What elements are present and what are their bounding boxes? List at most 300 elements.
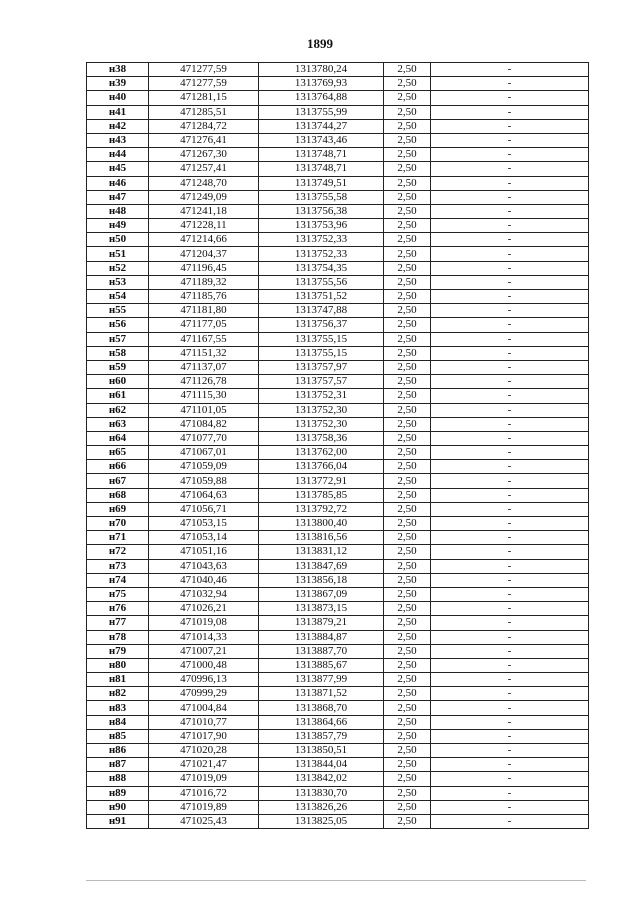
point-id-cell: н45 — [87, 162, 149, 176]
description-cell: - — [431, 531, 589, 545]
table-row — [87, 687, 589, 701]
table-row — [87, 233, 589, 247]
x-coordinate-cell: 471026,21 — [149, 602, 259, 616]
accuracy-cell: 2,50 — [384, 332, 431, 346]
table-row — [87, 460, 589, 474]
point-id-cell: н68 — [87, 488, 149, 502]
accuracy-cell: 2,50 — [384, 658, 431, 672]
accuracy-cell: 2,50 — [384, 77, 431, 91]
accuracy-cell: 2,50 — [384, 502, 431, 516]
table-row — [87, 644, 589, 658]
y-coordinate-cell: 1313800,40 — [259, 517, 384, 531]
point-id-cell: н60 — [87, 375, 149, 389]
description-cell: - — [431, 502, 589, 516]
accuracy-cell: 2,50 — [384, 91, 431, 105]
accuracy-cell: 2,50 — [384, 290, 431, 304]
y-coordinate-cell: 1313752,30 — [259, 417, 384, 431]
table-row — [87, 417, 589, 431]
description-cell: - — [431, 474, 589, 488]
y-coordinate-cell: 1313847,69 — [259, 559, 384, 573]
y-coordinate-cell: 1313857,79 — [259, 729, 384, 743]
x-coordinate-cell: 471267,30 — [149, 148, 259, 162]
description-cell: - — [431, 91, 589, 105]
accuracy-cell: 2,50 — [384, 105, 431, 119]
x-coordinate-cell: 471067,01 — [149, 446, 259, 460]
accuracy-cell: 2,50 — [384, 814, 431, 828]
point-id-cell: н88 — [87, 772, 149, 786]
accuracy-cell: 2,50 — [384, 63, 431, 77]
x-coordinate-cell: 471281,15 — [149, 91, 259, 105]
description-cell: - — [431, 644, 589, 658]
point-id-cell: н72 — [87, 545, 149, 559]
x-coordinate-cell: 471285,51 — [149, 105, 259, 119]
accuracy-cell: 2,50 — [384, 431, 431, 445]
x-coordinate-cell: 471185,76 — [149, 290, 259, 304]
y-coordinate-cell: 1313756,37 — [259, 318, 384, 332]
table-row — [87, 247, 589, 261]
table-row — [87, 474, 589, 488]
table-row — [87, 488, 589, 502]
point-id-cell: н43 — [87, 133, 149, 147]
x-coordinate-cell: 471257,41 — [149, 162, 259, 176]
y-coordinate-cell: 1313850,51 — [259, 744, 384, 758]
point-id-cell: н79 — [87, 644, 149, 658]
table-row — [87, 403, 589, 417]
accuracy-cell: 2,50 — [384, 644, 431, 658]
accuracy-cell: 2,50 — [384, 304, 431, 318]
y-coordinate-cell: 1313764,88 — [259, 91, 384, 105]
point-id-cell: н63 — [87, 417, 149, 431]
description-cell: - — [431, 673, 589, 687]
description-cell: - — [431, 460, 589, 474]
y-coordinate-cell: 1313885,67 — [259, 658, 384, 672]
table-row — [87, 616, 589, 630]
description-cell: - — [431, 318, 589, 332]
point-id-cell: н78 — [87, 630, 149, 644]
accuracy-cell: 2,50 — [384, 346, 431, 360]
point-id-cell: н59 — [87, 360, 149, 374]
accuracy-cell: 2,50 — [384, 389, 431, 403]
table-row — [87, 744, 589, 758]
x-coordinate-cell: 471277,59 — [149, 63, 259, 77]
table-row — [87, 162, 589, 176]
point-id-cell: н82 — [87, 687, 149, 701]
accuracy-cell: 2,50 — [384, 190, 431, 204]
table-row — [87, 701, 589, 715]
point-id-cell: н85 — [87, 729, 149, 743]
point-id-cell: н50 — [87, 233, 149, 247]
x-coordinate-cell: 471019,89 — [149, 800, 259, 814]
description-cell: - — [431, 602, 589, 616]
description-cell: - — [431, 63, 589, 77]
x-coordinate-cell: 471284,72 — [149, 119, 259, 133]
description-cell: - — [431, 559, 589, 573]
page-bottom-rule — [86, 880, 586, 881]
description-cell: - — [431, 275, 589, 289]
y-coordinate-cell: 1313769,93 — [259, 77, 384, 91]
point-id-cell: н71 — [87, 531, 149, 545]
x-coordinate-cell: 471189,32 — [149, 275, 259, 289]
table-row — [87, 559, 589, 573]
table-row — [87, 658, 589, 672]
accuracy-cell: 2,50 — [384, 517, 431, 531]
description-cell: - — [431, 133, 589, 147]
point-id-cell: н49 — [87, 219, 149, 233]
accuracy-cell: 2,50 — [384, 587, 431, 601]
accuracy-cell: 2,50 — [384, 488, 431, 502]
x-coordinate-cell: 471249,09 — [149, 190, 259, 204]
accuracy-cell: 2,50 — [384, 417, 431, 431]
x-coordinate-cell: 471276,41 — [149, 133, 259, 147]
accuracy-cell: 2,50 — [384, 474, 431, 488]
y-coordinate-cell: 1313754,35 — [259, 261, 384, 275]
y-coordinate-cell: 1313780,24 — [259, 63, 384, 77]
y-coordinate-cell: 1313830,70 — [259, 786, 384, 800]
point-id-cell: н40 — [87, 91, 149, 105]
coordinates-table-body — [87, 63, 589, 829]
point-id-cell: н57 — [87, 332, 149, 346]
y-coordinate-cell: 1313743,46 — [259, 133, 384, 147]
accuracy-cell: 2,50 — [384, 531, 431, 545]
table-row — [87, 786, 589, 800]
y-coordinate-cell: 1313757,97 — [259, 360, 384, 374]
accuracy-cell: 2,50 — [384, 460, 431, 474]
table-row — [87, 77, 589, 91]
point-id-cell: н42 — [87, 119, 149, 133]
description-cell: - — [431, 204, 589, 218]
x-coordinate-cell: 471010,77 — [149, 715, 259, 729]
accuracy-cell: 2,50 — [384, 758, 431, 772]
point-id-cell: н39 — [87, 77, 149, 91]
y-coordinate-cell: 1313752,31 — [259, 389, 384, 403]
accuracy-cell: 2,50 — [384, 275, 431, 289]
table-row — [87, 346, 589, 360]
table-row — [87, 375, 589, 389]
x-coordinate-cell: 471115,30 — [149, 389, 259, 403]
point-id-cell: н67 — [87, 474, 149, 488]
y-coordinate-cell: 1313792,72 — [259, 502, 384, 516]
x-coordinate-cell: 471228,11 — [149, 219, 259, 233]
point-id-cell: н53 — [87, 275, 149, 289]
point-id-cell: н84 — [87, 715, 149, 729]
accuracy-cell: 2,50 — [384, 616, 431, 630]
y-coordinate-cell: 1313879,21 — [259, 616, 384, 630]
accuracy-cell: 2,50 — [384, 673, 431, 687]
table-row — [87, 758, 589, 772]
point-id-cell: н55 — [87, 304, 149, 318]
y-coordinate-cell: 1313842,02 — [259, 772, 384, 786]
table-row — [87, 318, 589, 332]
y-coordinate-cell: 1313864,66 — [259, 715, 384, 729]
y-coordinate-cell: 1313747,88 — [259, 304, 384, 318]
x-coordinate-cell: 471032,94 — [149, 587, 259, 601]
y-coordinate-cell: 1313831,12 — [259, 545, 384, 559]
point-id-cell: н41 — [87, 105, 149, 119]
accuracy-cell: 2,50 — [384, 148, 431, 162]
table-row — [87, 360, 589, 374]
point-id-cell: н76 — [87, 602, 149, 616]
x-coordinate-cell: 471277,59 — [149, 77, 259, 91]
y-coordinate-cell: 1313752,33 — [259, 233, 384, 247]
y-coordinate-cell: 1313856,18 — [259, 573, 384, 587]
point-id-cell: н58 — [87, 346, 149, 360]
point-id-cell: н91 — [87, 814, 149, 828]
x-coordinate-cell: 471167,55 — [149, 332, 259, 346]
y-coordinate-cell: 1313867,09 — [259, 587, 384, 601]
table-row — [87, 148, 589, 162]
description-cell: - — [431, 176, 589, 190]
table-row — [87, 275, 589, 289]
table-row — [87, 630, 589, 644]
y-coordinate-cell: 1313871,52 — [259, 687, 384, 701]
point-id-cell: н47 — [87, 190, 149, 204]
y-coordinate-cell: 1313755,99 — [259, 105, 384, 119]
x-coordinate-cell: 471019,08 — [149, 616, 259, 630]
y-coordinate-cell: 1313753,96 — [259, 219, 384, 233]
point-id-cell: н83 — [87, 701, 149, 715]
description-cell: - — [431, 290, 589, 304]
x-coordinate-cell: 471151,32 — [149, 346, 259, 360]
y-coordinate-cell: 1313755,58 — [259, 190, 384, 204]
table-row — [87, 814, 589, 828]
table-row — [87, 304, 589, 318]
accuracy-cell: 2,50 — [384, 630, 431, 644]
description-cell: - — [431, 758, 589, 772]
accuracy-cell: 2,50 — [384, 772, 431, 786]
description-cell: - — [431, 233, 589, 247]
x-coordinate-cell: 470996,13 — [149, 673, 259, 687]
description-cell: - — [431, 148, 589, 162]
point-id-cell: н89 — [87, 786, 149, 800]
point-id-cell: н77 — [87, 616, 149, 630]
accuracy-cell: 2,50 — [384, 219, 431, 233]
description-cell: - — [431, 587, 589, 601]
point-id-cell: н74 — [87, 573, 149, 587]
y-coordinate-cell: 1313868,70 — [259, 701, 384, 715]
x-coordinate-cell: 471017,90 — [149, 729, 259, 743]
x-coordinate-cell: 471043,63 — [149, 559, 259, 573]
y-coordinate-cell: 1313755,56 — [259, 275, 384, 289]
y-coordinate-cell: 1313785,85 — [259, 488, 384, 502]
y-coordinate-cell: 1313756,38 — [259, 204, 384, 218]
description-cell: - — [431, 247, 589, 261]
table-row — [87, 729, 589, 743]
description-cell: - — [431, 701, 589, 715]
point-id-cell: н70 — [87, 517, 149, 531]
description-cell: - — [431, 814, 589, 828]
x-coordinate-cell: 471181,80 — [149, 304, 259, 318]
accuracy-cell: 2,50 — [384, 403, 431, 417]
table-row — [87, 545, 589, 559]
description-cell: - — [431, 715, 589, 729]
coordinates-table — [86, 62, 589, 829]
table-row — [87, 261, 589, 275]
accuracy-cell: 2,50 — [384, 318, 431, 332]
x-coordinate-cell: 471196,45 — [149, 261, 259, 275]
point-id-cell: н75 — [87, 587, 149, 601]
point-id-cell: н61 — [87, 389, 149, 403]
table-row — [87, 517, 589, 531]
description-cell: - — [431, 729, 589, 743]
description-cell: - — [431, 332, 589, 346]
table-row — [87, 389, 589, 403]
x-coordinate-cell: 471007,21 — [149, 644, 259, 658]
y-coordinate-cell: 1313762,00 — [259, 446, 384, 460]
x-coordinate-cell: 471014,33 — [149, 630, 259, 644]
y-coordinate-cell: 1313884,87 — [259, 630, 384, 644]
x-coordinate-cell: 471084,82 — [149, 417, 259, 431]
description-cell: - — [431, 403, 589, 417]
x-coordinate-cell: 471241,18 — [149, 204, 259, 218]
accuracy-cell: 2,50 — [384, 360, 431, 374]
description-cell: - — [431, 360, 589, 374]
x-coordinate-cell: 471016,72 — [149, 786, 259, 800]
accuracy-cell: 2,50 — [384, 545, 431, 559]
point-id-cell: н65 — [87, 446, 149, 460]
description-cell: - — [431, 517, 589, 531]
point-id-cell: н66 — [87, 460, 149, 474]
accuracy-cell: 2,50 — [384, 602, 431, 616]
description-cell: - — [431, 630, 589, 644]
point-id-cell: н69 — [87, 502, 149, 516]
description-cell: - — [431, 77, 589, 91]
point-id-cell: н81 — [87, 673, 149, 687]
x-coordinate-cell: 471126,78 — [149, 375, 259, 389]
table-row — [87, 602, 589, 616]
description-cell: - — [431, 261, 589, 275]
table-row — [87, 431, 589, 445]
point-id-cell: н51 — [87, 247, 149, 261]
point-id-cell: н52 — [87, 261, 149, 275]
y-coordinate-cell: 1313751,52 — [259, 290, 384, 304]
table-row — [87, 446, 589, 460]
y-coordinate-cell: 1313748,71 — [259, 162, 384, 176]
x-coordinate-cell: 471248,70 — [149, 176, 259, 190]
y-coordinate-cell: 1313772,91 — [259, 474, 384, 488]
accuracy-cell: 2,50 — [384, 204, 431, 218]
y-coordinate-cell: 1313844,04 — [259, 758, 384, 772]
table-row — [87, 332, 589, 346]
y-coordinate-cell: 1313748,71 — [259, 148, 384, 162]
accuracy-cell: 2,50 — [384, 701, 431, 715]
accuracy-cell: 2,50 — [384, 715, 431, 729]
table-row — [87, 290, 589, 304]
point-id-cell: н38 — [87, 63, 149, 77]
description-cell: - — [431, 446, 589, 460]
accuracy-cell: 2,50 — [384, 162, 431, 176]
x-coordinate-cell: 471077,70 — [149, 431, 259, 445]
table-row — [87, 119, 589, 133]
x-coordinate-cell: 471214,66 — [149, 233, 259, 247]
table-row — [87, 91, 589, 105]
accuracy-cell: 2,50 — [384, 573, 431, 587]
x-coordinate-cell: 471056,71 — [149, 502, 259, 516]
point-id-cell: н44 — [87, 148, 149, 162]
y-coordinate-cell: 1313877,99 — [259, 673, 384, 687]
y-coordinate-cell: 1313752,30 — [259, 403, 384, 417]
page-number: 1899 — [307, 36, 333, 51]
point-id-cell: н87 — [87, 758, 149, 772]
description-cell: - — [431, 545, 589, 559]
accuracy-cell: 2,50 — [384, 446, 431, 460]
y-coordinate-cell: 1313826,26 — [259, 800, 384, 814]
x-coordinate-cell: 471051,16 — [149, 545, 259, 559]
table-row — [87, 63, 589, 77]
table-row — [87, 176, 589, 190]
accuracy-cell: 2,50 — [384, 233, 431, 247]
table-row — [87, 190, 589, 204]
accuracy-cell: 2,50 — [384, 247, 431, 261]
x-coordinate-cell: 471064,63 — [149, 488, 259, 502]
accuracy-cell: 2,50 — [384, 559, 431, 573]
description-cell: - — [431, 375, 589, 389]
description-cell: - — [431, 119, 589, 133]
y-coordinate-cell: 1313887,70 — [259, 644, 384, 658]
x-coordinate-cell: 471040,46 — [149, 573, 259, 587]
table-row — [87, 105, 589, 119]
point-id-cell: н80 — [87, 658, 149, 672]
y-coordinate-cell: 1313766,04 — [259, 460, 384, 474]
accuracy-cell: 2,50 — [384, 176, 431, 190]
y-coordinate-cell: 1313758,36 — [259, 431, 384, 445]
point-id-cell: н56 — [87, 318, 149, 332]
description-cell: - — [431, 800, 589, 814]
table-row — [87, 219, 589, 233]
x-coordinate-cell: 471204,37 — [149, 247, 259, 261]
description-cell: - — [431, 616, 589, 630]
y-coordinate-cell: 1313757,57 — [259, 375, 384, 389]
accuracy-cell: 2,50 — [384, 786, 431, 800]
x-coordinate-cell: 471020,28 — [149, 744, 259, 758]
accuracy-cell: 2,50 — [384, 133, 431, 147]
y-coordinate-cell: 1313755,15 — [259, 346, 384, 360]
table-row — [87, 502, 589, 516]
description-cell: - — [431, 346, 589, 360]
point-id-cell: н73 — [87, 559, 149, 573]
point-id-cell: н62 — [87, 403, 149, 417]
x-coordinate-cell: 471019,09 — [149, 772, 259, 786]
description-cell: - — [431, 417, 589, 431]
x-coordinate-cell: 471053,14 — [149, 531, 259, 545]
accuracy-cell: 2,50 — [384, 729, 431, 743]
x-coordinate-cell: 471177,05 — [149, 318, 259, 332]
x-coordinate-cell: 471059,09 — [149, 460, 259, 474]
description-cell: - — [431, 105, 589, 119]
description-cell: - — [431, 431, 589, 445]
description-cell: - — [431, 573, 589, 587]
description-cell: - — [431, 786, 589, 800]
x-coordinate-cell: 471101,05 — [149, 403, 259, 417]
accuracy-cell: 2,50 — [384, 744, 431, 758]
x-coordinate-cell: 471021,47 — [149, 758, 259, 772]
y-coordinate-cell: 1313816,56 — [259, 531, 384, 545]
table-row — [87, 800, 589, 814]
x-coordinate-cell: 471137,07 — [149, 360, 259, 374]
point-id-cell: н64 — [87, 431, 149, 445]
point-id-cell: н86 — [87, 744, 149, 758]
table-row — [87, 772, 589, 786]
point-id-cell: н90 — [87, 800, 149, 814]
description-cell: - — [431, 658, 589, 672]
accuracy-cell: 2,50 — [384, 375, 431, 389]
point-id-cell: н48 — [87, 204, 149, 218]
table-row — [87, 531, 589, 545]
point-id-cell: н46 — [87, 176, 149, 190]
accuracy-cell: 2,50 — [384, 261, 431, 275]
description-cell: - — [431, 772, 589, 786]
description-cell: - — [431, 190, 589, 204]
description-cell: - — [431, 687, 589, 701]
